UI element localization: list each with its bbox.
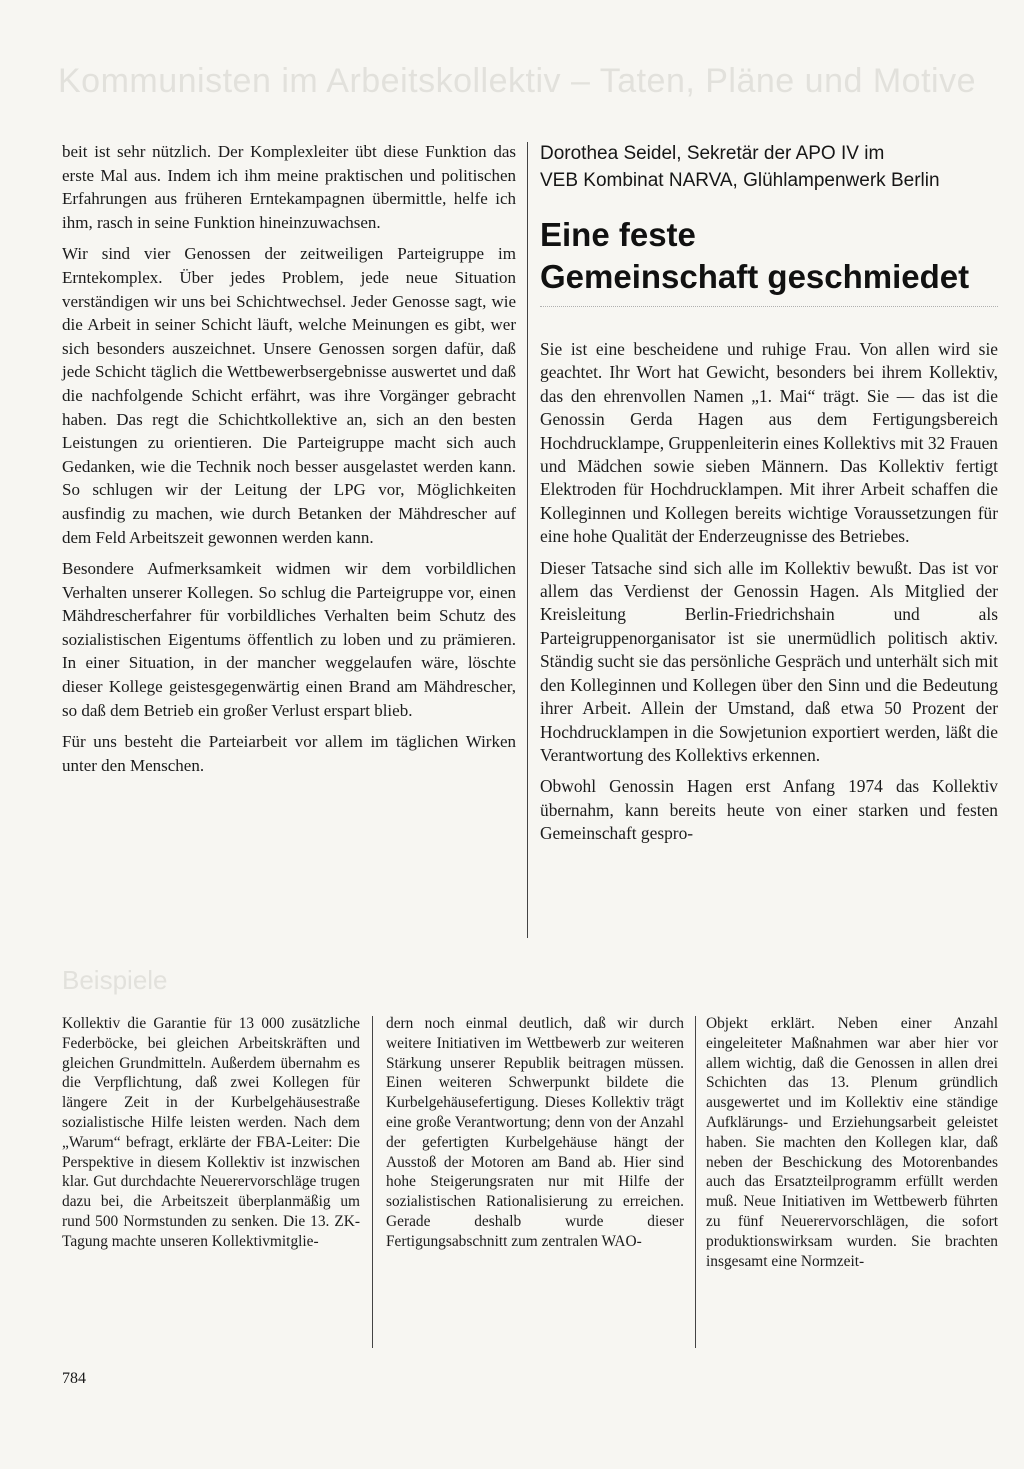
faded-running-header: Kommunisten im Arbeitskollektiv – Taten, Pläne und Motive [58,62,976,100]
paragraph: Wir sind vier Genossen der zeitweiligen Parteigruppe im Erntekomplex. Über jedes Problem, jede neue Situation verständigen wir uns bei Schichtwechsel. Jeder Genosse sagt, wie die Arbeit in seiner Schicht läuft, welche Meinungen es gibt, wer sich besonders auszeichnet. Unsere Genossen sorgen dafür, daß jede Schicht täglich die Wettbewerbsergebnisse auswertet und daß die nachfolgende Schicht erfährt, was ihre Vorgänger gebracht haben. Das regt die Schichtkollektive an, sich an den besten Leistungen zu orientieren. Die Parteigruppe macht sich auch Gedanken, wie die Technik noch besser ausgelastet werden kann. So schlugen wir der Leitung der LPG vor, Möglichkeiten ausfindig zu machen, wie durch Betanken der Mähdrescher auf dem Feld Arbeitszeit gewonnen werden kann. [62,244,516,547]
paragraph: Dieser Tatsache sind sich alle im Kollektiv bewußt. Das ist vor allem das Verdienst der Genossin Hagen. Als Mitglied der Kreisleitung Berlin-Friedrichshain und als Parteigruppenorganisator ist sie unermüdlich politisch aktiv. Ständig sucht sie das persönliche Gespräch und unterhält sich mit den Kolleginnen und Kollegen über den Sinn und die Bedeutung ihrer Arbeit. Allein der Umstand, daß etwa 50 Prozent der Hochdrucklampen in die Sowjetunion exportiert werden, läßt die Verantwortung des Kollektivs erkennen. [540,557,998,765]
left-column [62,140,516,785]
page-number: 784 [62,1370,86,1387]
article-title [540,214,998,298]
author-line: VEB Kombinat NARVA, Glühlampenwerk Berlin [540,170,940,191]
author-line: Dorothea Seidel, Sekretär der APO IV im [540,143,885,164]
paragraph: Sie ist eine bescheidene und ruhige Frau. Von allen wird sie geachtet. Ihr Wort hat Gewicht, besonders bei ihrem Kollektiv, das den ehrenvollen Namen „1. Mai“ trägt. Sie — das ist die Genossin Gerda Hagen aus dem Fertigungsbereich Hochdrucklampe, Gruppenleiterin eines Kollektivs mit 32 Frauen und Mädchen sowie sieben Männern. Das Kollektiv fertigt Elektroden für Hochdrucklampen. Mit ihrer Arbeit schaffen die Kolleginnen und Kollegen bereits wichtige Voraussetzungen für eine hohe Qualität der Enderzeugnisse des Betriebes. [540,339,998,547]
paragraph: Kollektiv die Garantie für 13 000 zusätzliche Federböcke, bei gleichen Arbeitskräften und gleichen Grundmitteln. Außerdem übernahm es die Verpflichtung, daß zwei Kollegen für längere Zeit in der Kurbelgehäusestraße sozialistische Hilfe leisten werden. Nach dem „Warum“ befragt, erklärte der FBA-Leiter: Die Perspektive in diesem Kollektiv ist inzwischen klar. Gut durchdachte Neuerervorschläge trugen dazu bei, die Arbeitszeit überplanmäßig um rund 500 Normstunden zu senken. Die 13. ZK-Tagung machte unseren Kollektivmitglie- [62,1015,360,1250]
faded-section-title: Beispiele [62,965,168,995]
paragraph: Für uns besteht die Parteiarbeit vor allem im täglichen Wirken unter den Menschen. [62,732,516,775]
title-line: Eine feste [540,216,696,253]
bottom-column-2 [386,1014,684,1252]
bottom-column-1 [62,1014,360,1252]
paragraph: beit ist sehr nützlich. Der Komplexleiter übt diese Funktion das erste Mal aus. Indem ich ihm meine praktischen und politischen Erfahrungen aus früheren Erntekampagnen übermittle, helfe ich ihm, rasch in seine Funktion hineinzuwachsen. [62,142,516,232]
paragraph: dern noch einmal deutlich, daß wir durch weitere Initiativen im Wettbewerb zur weiteren Stärkung unserer Republik beitragen müssen. Einen weiteren Schwerpunkt bildete die Kurbelgehäusefertigung. Dieses Kollektiv trägt eine große Verantwortung; denn von der Anzahl der gefertigten Kurbelgehäuse hängt der Ausstoß der Motoren am Band ab. Hier sind hohe Steigerungsraten nur mit Hilfe der sozialistischen Rationalisierung zu erreichen. Gerade deshalb wurde dieser Fertigungsabschnitt zum zentralen WAO- [386,1015,684,1250]
author-byline [540,140,998,194]
article-column [540,140,998,854]
column-divider [695,1016,696,1348]
bottom-column-3 [706,1014,998,1271]
column-divider [372,1016,373,1348]
title-line: Gemeinschaft geschmiedet [540,258,970,295]
paragraph: Obwohl Genossin Hagen erst Anfang 1974 das Kollektiv übernahm, kann bereits heute von einer starken und festen Gemeinschaft gespro- [540,776,998,844]
column-divider [527,142,528,938]
paragraph: Objekt erklärt. Neben einer Anzahl eingeleiteter Maßnahmen war aber hier vor allem wichtig, daß die Genossen in allen drei Schichten das 13. Plenum gründlich ausgewertet und im Kollektiv eine ständige Aufklärungs- und Erziehungsarbeit geleistet haben. Sie machten den Kollegen klar, daß neben der Beschickung des Motorenbandes auch das Ersatzteilprogramm erfüllt werden muß. Neue Initiativen im Wettbewerb führten zu fünf Neuerervorschlägen, die sofort produktionswirksam wurden. Sie brachten insgesamt eine Normzeit- [706,1015,998,1270]
paragraph: Besondere Aufmerksamkeit widmen wir dem vorbildlichen Verhalten unserer Kollegen. So schlug die Parteigruppe vor, einen Mähdrescherfahrer für vorbildliches Verhalten beim Schutz des sozialistischen Eigentums öffentlich zu loben und zu prämieren. In einer Situation, in der mancher weggelaufen wäre, löschte dieser Kollege geistesgegenwärtig einen Brand am Mähdrescher, so daß dem Betrieb ein großer Verlust erspart blieb. [62,559,516,720]
title-separator [540,306,998,308]
